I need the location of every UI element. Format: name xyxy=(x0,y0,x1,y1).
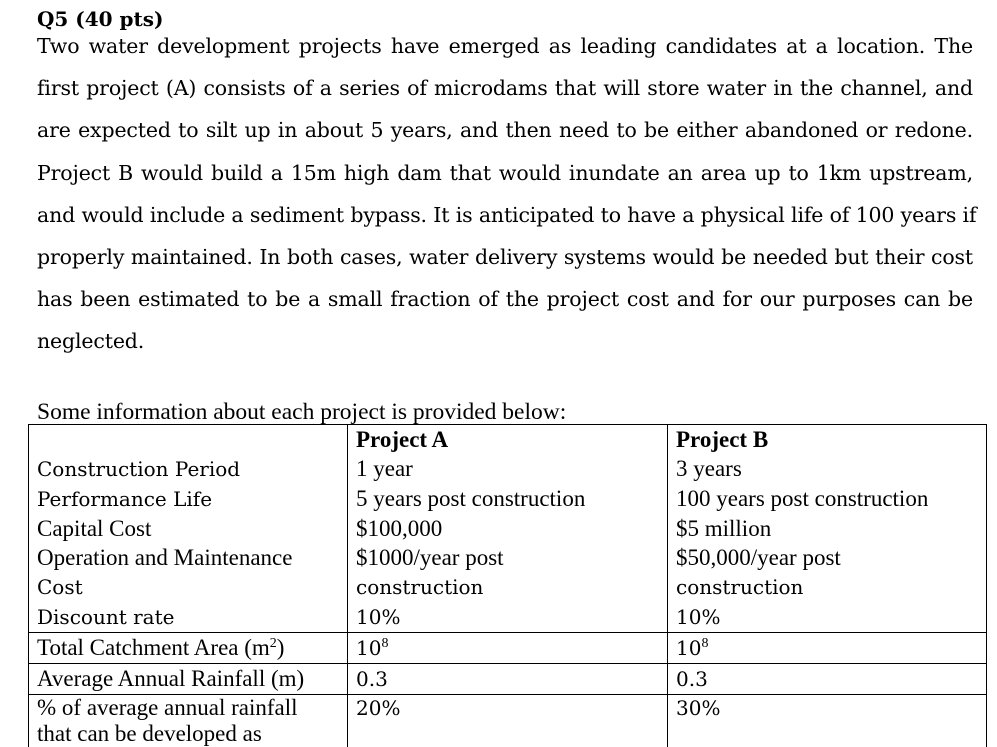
row-label: Average Annual Rainfall (m) xyxy=(29,664,348,695)
question-heading: Q5 (40 pts) xyxy=(37,7,164,31)
paragraph-line: and would include a sediment bypass. It is anticipated to have a physical life of 100 years if xyxy=(37,202,977,227)
row-label: Cost xyxy=(29,572,348,602)
project-b-value: 3 years xyxy=(668,454,987,484)
row-label: Construction Period xyxy=(29,454,348,484)
table-header-row xyxy=(29,425,987,455)
table-row xyxy=(29,602,987,633)
project-a-value: 10% xyxy=(348,602,668,633)
row-label: Operation and Maintenance xyxy=(29,543,348,572)
project-b-value: $50,000/year post xyxy=(668,543,987,572)
paragraph-line: first project (A) consists of a series of microdams that will store water in the channel, and xyxy=(37,76,973,101)
row-label: that can be developed as xyxy=(29,721,348,747)
paragraph-line: are expected to silt up in about 5 years, and then need to be either abandoned or redone. xyxy=(37,118,973,143)
table-row xyxy=(29,664,987,695)
row-label: Total Catchment Area $(m^2)$ xyxy=(29,633,348,664)
project-a-value: $1000/year post xyxy=(348,543,668,572)
project-b-value: 0.3 xyxy=(668,664,987,695)
table-row xyxy=(29,543,987,572)
table-row xyxy=(29,454,987,484)
table-row-continued xyxy=(29,572,987,602)
paragraph-line: Two water development projects have emerged as leading candidates at a location. The xyxy=(37,34,973,58)
project-a-value: 1 year xyxy=(348,454,668,484)
project-a-value: $10^8$ xyxy=(348,633,668,664)
header-project-a: Project A xyxy=(348,425,668,455)
question-paragraph xyxy=(37,25,977,363)
table-header-empty xyxy=(29,425,348,455)
project-a-value: 5 years post construction xyxy=(348,484,668,514)
project-a-value: 0.3 xyxy=(348,664,668,695)
project-b-value xyxy=(668,721,987,747)
project-b-value: 10% xyxy=(668,602,987,633)
table-row xyxy=(29,484,987,514)
project-b-value: 100 years post construction xyxy=(668,484,987,514)
project-a-value: $100,000 xyxy=(348,514,668,543)
project-info-table xyxy=(28,424,987,747)
project-a-value: 20% xyxy=(348,695,668,722)
row-label: Discount rate xyxy=(29,602,348,633)
table-row-continued xyxy=(29,721,987,747)
project-a-value xyxy=(348,721,668,747)
header-project-b: Project B xyxy=(668,425,987,455)
row-label: Capital Cost xyxy=(29,514,348,543)
project-b-value: $5 million xyxy=(668,514,987,543)
row-label: Performance Life xyxy=(29,484,348,514)
table-row xyxy=(29,633,987,664)
project-b-value: $10^8$ xyxy=(668,633,987,664)
project-b-value: 30% xyxy=(668,695,987,722)
project-b-value: construction xyxy=(668,572,987,602)
paragraph-line: properly maintained. In both cases, water delivery systems would be needed but their cost xyxy=(37,245,973,270)
project-a-value: construction xyxy=(348,572,668,602)
row-label: % of average annual rainfall xyxy=(29,695,348,722)
table-intro: Some information about each project is provided below: xyxy=(37,399,567,425)
paragraph-line: Project B would build a 15m high dam that would inundate an area up to 1km upstream, xyxy=(37,160,973,185)
table-row xyxy=(29,695,987,722)
paragraph-line: neglected. xyxy=(37,329,145,354)
paragraph-line: has been estimated to be a small fraction of the project cost and for our purposes can be xyxy=(37,287,973,312)
table-row xyxy=(29,514,987,543)
